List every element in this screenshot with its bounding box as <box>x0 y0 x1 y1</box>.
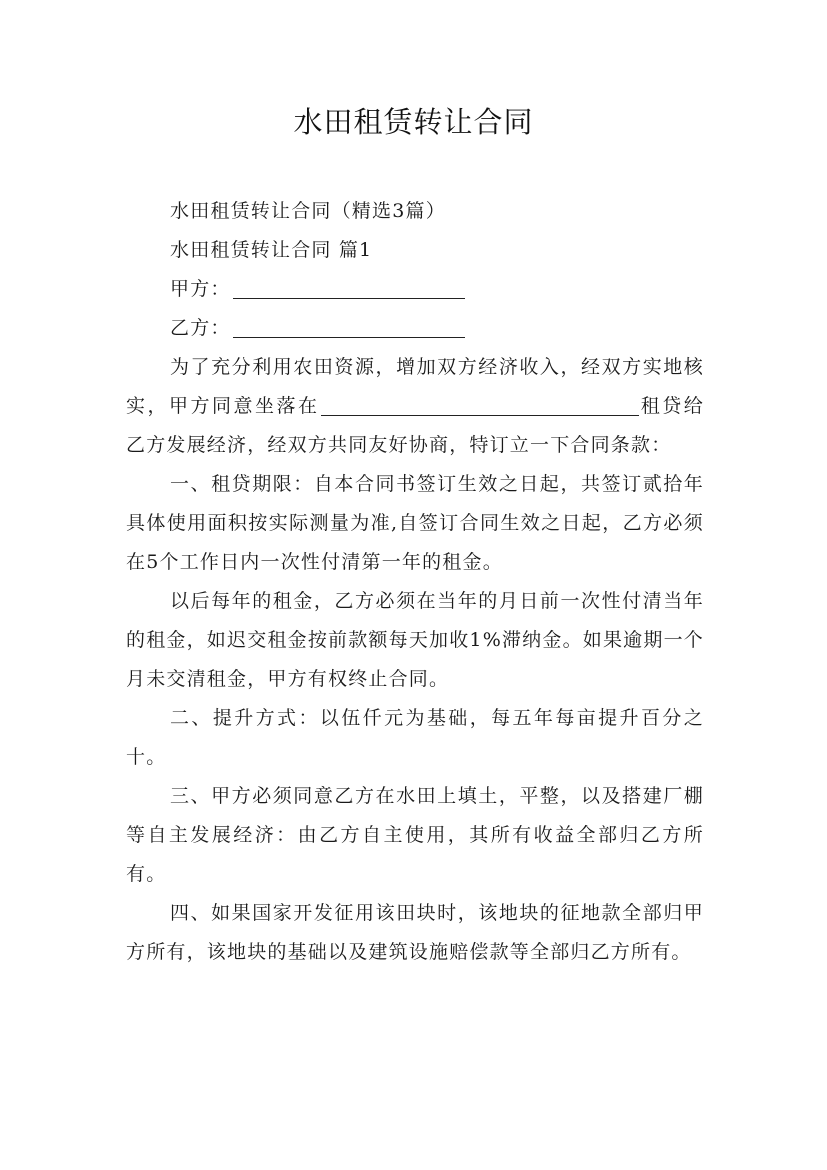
intro-text-2: 租贷给乙方发展经济，经双方共同友好协商，特订立一下合同条款： <box>126 395 704 456</box>
location-blank <box>321 393 639 416</box>
intro-text-1: 为了充分利用农田资源，增加双方经济收入，经双方实地核实，甲方同意坐落在 <box>126 356 704 417</box>
clause-4: 四、如果国家开发征用该田块时，该地块的征地款全部归甲方所有，该地块的基础以及建筑设施赔偿款等全部归乙方所有。 <box>126 902 704 963</box>
clause-2: 二、提升方式：以伍仟元为基础，每五年每亩提升百分之十。 <box>126 707 704 768</box>
party-a-line <box>126 270 704 309</box>
clause-1: 一、租贷期限：自本合同书签订生效之日起，共签订贰拾年具体使用面积按实际测量为准,自签订合同生效之日起，乙方必须在5个工作日内一次性付清第一年的租金。 <box>126 473 704 573</box>
document-title: 水田租赁转让合同 <box>293 105 534 139</box>
party-b-line <box>126 309 704 348</box>
clause-3: 三、甲方必须同意乙方在水田上填土，平整，以及搭建厂棚等自主发展经济：由乙方自主使用，其所有收益全部归乙方所有。 <box>126 785 704 885</box>
section-heading: 水田租赁转让合同 篇1 <box>170 239 373 261</box>
party-b-label: 乙方： <box>170 317 231 339</box>
document-body <box>126 192 704 972</box>
party-a-label: 甲方： <box>170 278 231 300</box>
party-b-blank <box>233 315 465 338</box>
clause-1-continued: 以后每年的租金，乙方必须在当年的月日前一次性付清当年的租金，如迟交租金按前款额每天加收1%滞纳金。如果逾期一个月未交清租金，甲方有权终止合同。 <box>126 590 704 690</box>
intro-paragraph <box>126 348 704 465</box>
party-a-blank <box>233 276 465 299</box>
document-subtitle: 水田租赁转让合同（精选3篇） <box>170 200 446 222</box>
